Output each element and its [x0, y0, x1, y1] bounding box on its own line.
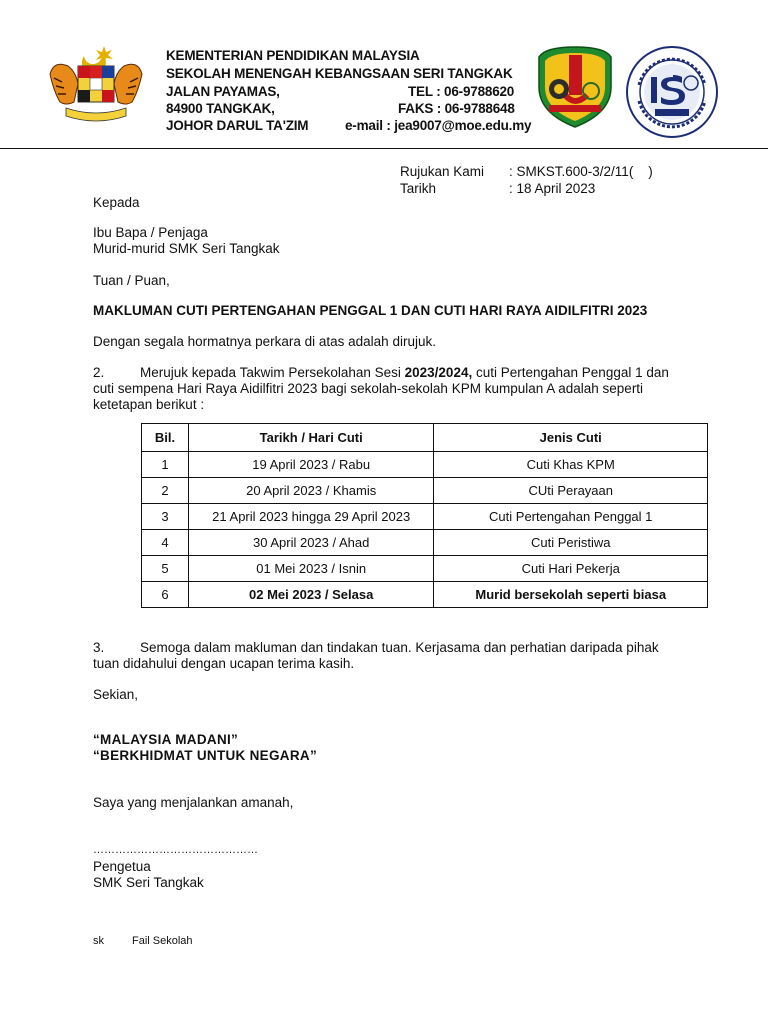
- para3-number: 3.: [93, 640, 105, 655]
- recipient-line-2: Murid-murid SMK Seri Tangkak: [93, 241, 280, 256]
- table-row: [142, 478, 708, 504]
- cell-jenis: Cuti Peristiwa: [434, 530, 708, 556]
- cell-tarikh: 02 Mei 2023 / Selasa: [188, 582, 434, 608]
- header-jenis: Jenis Cuti: [434, 424, 708, 452]
- school-anniversary-badge: [625, 45, 719, 139]
- table-row: [142, 504, 708, 530]
- school-crest-logo: [537, 45, 614, 129]
- cell-jenis: CUti Perayaan: [434, 478, 708, 504]
- letter-title: MAKLUMAN CUTI PERTENGAHAN PENGGAL 1 DAN CUTI HARI RAYA AIDILFITRI 2023: [93, 303, 648, 318]
- closing-sekian: Sekian,: [93, 687, 139, 702]
- cell-bil: 4: [142, 530, 189, 556]
- para3-line-1: Semoga dalam makluman dan tindakan tuan. Kerjasama dan perhatian daripada pihak: [140, 640, 659, 655]
- slogan-malaysia-madani: “MALAYSIA MADANI”: [93, 732, 239, 747]
- para2-line-2: cuti sempena Hari Raya Aidilfitri 2023 bagi sekolah-sekolah KPM kumpulan A adalah seperti: [93, 381, 644, 396]
- header-tarikh: Tarikh / Hari Cuti: [188, 424, 434, 452]
- table-row: [142, 582, 708, 608]
- table-row: [142, 530, 708, 556]
- cell-jenis: Cuti Pertengahan Penggal 1: [434, 504, 708, 530]
- school-name: SEKOLAH MENENGAH KEBANGSAAN SERI TANGKAK: [166, 66, 513, 81]
- para3-line-2: tuan didahului dengan ucapan terima kasih.: [93, 656, 355, 671]
- date-value: : 18 April 2023: [509, 181, 596, 196]
- header-divider: [0, 148, 768, 149]
- date-label: Tarikh: [400, 181, 437, 196]
- cell-tarikh: 20 April 2023 / Khamis: [188, 478, 434, 504]
- para2-line-3: ketetapan berikut :: [93, 397, 205, 412]
- ministry-name: KEMENTERIAN PENDIDIKAN MALAYSIA: [166, 48, 420, 63]
- cell-bil: 5: [142, 556, 189, 582]
- holiday-table: [141, 423, 708, 608]
- fax-number: FAKS : 06-9788648: [398, 101, 515, 116]
- cell-bil: 2: [142, 478, 189, 504]
- telephone-number: TEL : 06-9788620: [408, 84, 515, 99]
- para2-number: 2.: [93, 365, 105, 380]
- table-row: [142, 556, 708, 582]
- para2-line-1: Merujuk kepada Takwim Persekolahan Sesi 2023/2024, cuti Pertengahan Penggal 1 dan: [140, 365, 669, 380]
- signature-line: ………………………………………: [93, 844, 258, 856]
- cell-tarikh: 30 April 2023 / Ahad: [188, 530, 434, 556]
- address-line-2: 84900 TANGKAK,: [166, 101, 275, 116]
- cell-tarikh: 19 April 2023 / Rabu: [188, 452, 434, 478]
- reference-label: Rujukan Kami: [400, 164, 485, 179]
- cell-jenis: Murid bersekolah seperti biasa: [434, 582, 708, 608]
- intro-text: Dengan segala hormatnya perkara di atas adalah dirujuk.: [93, 334, 436, 349]
- cell-tarikh: 21 April 2023 hingga 29 April 2023: [188, 504, 434, 530]
- email-address: e-mail : jea9007@moe.edu.my: [345, 118, 532, 133]
- slogan-berkhidmat: “BERKHIDMAT UNTUK NEGARA”: [93, 748, 317, 763]
- cell-bil: 6: [142, 582, 189, 608]
- recipient-line-1: Ibu Bapa / Penjaga: [93, 225, 208, 240]
- address-line-1: JALAN PAYAMAS,: [166, 84, 280, 99]
- malaysia-coat-of-arms-logo: [44, 44, 148, 124]
- footer-sk: sk: [93, 935, 104, 947]
- cell-jenis: Cuti Hari Pekerja: [434, 556, 708, 582]
- reference-value: : SMKST.600-3/2/11( ): [509, 164, 653, 179]
- cell-bil: 3: [142, 504, 189, 530]
- cell-tarikh: 01 Mei 2023 / Isnin: [188, 556, 434, 582]
- signatory-school: SMK Seri Tangkak: [93, 875, 204, 890]
- address-line-3: JOHOR DARUL TA'ZIM: [166, 118, 309, 133]
- table-row: [142, 452, 708, 478]
- table-header-row: [142, 424, 708, 452]
- salutation: Tuan / Puan,: [93, 273, 170, 288]
- signatory-position: Pengetua: [93, 859, 151, 874]
- cell-jenis: Cuti Khas KPM: [434, 452, 708, 478]
- cell-bil: 1: [142, 452, 189, 478]
- recipient-kepada: Kepada: [93, 195, 140, 210]
- closing-amanah: Saya yang menjalankan amanah,: [93, 795, 294, 810]
- footer-fail-sekolah: Fail Sekolah: [132, 935, 193, 947]
- header-bil: Bil.: [142, 424, 189, 452]
